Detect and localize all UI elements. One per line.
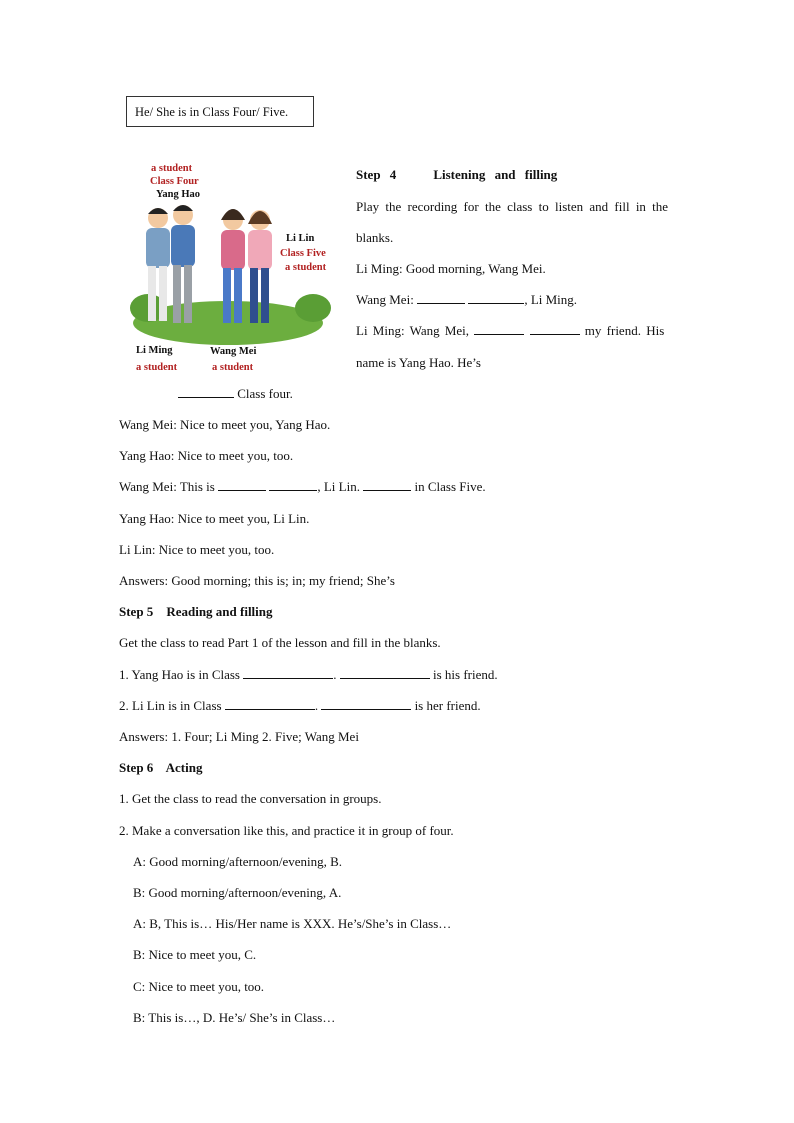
blank <box>243 667 333 679</box>
li-ming-name-label: Li Ming <box>136 345 173 356</box>
yang-hao-class-label: Class Four <box>150 176 199 187</box>
blank <box>269 479 317 491</box>
step4-line3-a: Li Ming: Wang Mei, <box>356 323 470 338</box>
step5-title <box>119 604 273 620</box>
step4-line6-c: in Class Five. <box>414 479 486 494</box>
step6-number: Step 6 <box>119 760 154 775</box>
li-ming-role-label: a student <box>136 362 178 373</box>
step5-heading: Reading and filling <box>166 604 273 619</box>
blank <box>363 479 411 491</box>
step5-q1: 1. Yang Hao is in Class . is his friend. <box>119 667 498 682</box>
step4-line3-c: name is Yang Hao. He’s <box>356 355 481 370</box>
step4-line2-speaker: Wang Mei: <box>356 292 414 307</box>
blank <box>468 292 524 304</box>
step4-heading: Listening and filling <box>433 167 558 182</box>
step6-heading: Acting <box>165 760 203 775</box>
step4-line7: Yang Hao: Nice to meet you, Li Lin. <box>119 511 310 526</box>
step4-line3-cont <box>178 386 293 402</box>
yang-hao-role-label: a student <box>151 163 193 174</box>
step6-dialog-6: B: This is…, D. He’s/ She’s in Class… <box>133 1010 336 1025</box>
step4-line6-b: , Li Lin. <box>317 479 360 494</box>
step6-dialog-5: C: Nice to meet you, too. <box>133 979 265 994</box>
step4-intro-b: blanks. <box>356 230 394 245</box>
step4-line6-a: Wang Mei: This is <box>119 479 215 494</box>
header-box <box>126 96 314 127</box>
blank <box>225 698 315 710</box>
step6-dialog-1: A: Good morning/afternoon/evening, B. <box>133 854 343 869</box>
blank <box>474 323 524 335</box>
blank <box>321 698 411 710</box>
yang-hao-name-label: Yang Hao <box>156 189 201 200</box>
step6-dialog-4: B: Nice to meet you, C. <box>133 947 257 962</box>
step4-line1: Li Ming: Good morning, Wang Mei. <box>356 261 546 276</box>
step5-q1-b: is his friend. <box>433 667 498 682</box>
step4-line6 <box>119 479 486 495</box>
step4-number: Step 4 <box>356 167 397 182</box>
blank <box>340 667 430 679</box>
step4-line3-d: Class four. <box>237 386 293 401</box>
wang-mei-name-label: Wang Mei <box>210 346 257 357</box>
step4-line5: Yang Hao: Nice to meet you, too. <box>119 448 294 463</box>
blank <box>218 479 266 491</box>
step4-line4: Wang Mei: Nice to meet you, Yang Hao. <box>119 417 331 432</box>
step4-line3 <box>356 323 664 339</box>
step5-answers: Answers: 1. Four; Li Ming 2. Five; Wang Mei <box>119 729 359 744</box>
header-box-text: He/ She is in Class Four/ Five. <box>135 105 289 119</box>
step6-item1: 1. Get the class to read the conversation in groups. <box>119 791 382 806</box>
step5-q2-a: 2. Li Lin is in Class <box>119 698 222 713</box>
step5-q2: 2. Li Lin is in Class . is her friend. <box>119 698 481 713</box>
blank <box>530 323 580 335</box>
step4-line8: Li Lin: Nice to meet you, too. <box>119 542 275 557</box>
step4-line3-b: my friend. His <box>584 323 665 338</box>
step6-title <box>119 760 202 776</box>
step6-item2: 2. Make a conversation like this, and practice it in group of four. <box>119 823 454 838</box>
step4-answers: Answers: Good morning; this is; in; my friend; She’s <box>119 573 395 588</box>
step5-intro: Get the class to read Part 1 of the lesson and fill in the blanks. <box>119 635 441 650</box>
step5-q1-a: 1. Yang Hao is in Class <box>119 667 240 682</box>
step6-dialog-3: A: B, This is… His/Her name is XXX. He’s/She’s in Class… <box>133 916 452 931</box>
step4-line2-end: , Li Ming. <box>524 292 578 307</box>
step4-line2 <box>356 292 577 308</box>
blank <box>178 386 234 398</box>
step6-dialog-2: B: Good morning/afternoon/evening, A. <box>133 885 342 900</box>
li-lin-class-label: Class Five <box>280 248 326 259</box>
wang-mei-role-label: a student <box>212 362 254 373</box>
step5-number: Step 5 <box>119 604 154 619</box>
step5-q2-b: is her friend. <box>414 698 481 713</box>
li-lin-role-label: a student <box>285 262 327 273</box>
step4-title <box>356 167 557 183</box>
li-lin-name-label: Li Lin <box>286 233 315 244</box>
step4-intro-a: Play the recording for the class to listen and fill in the <box>356 199 669 214</box>
blank <box>417 292 465 304</box>
